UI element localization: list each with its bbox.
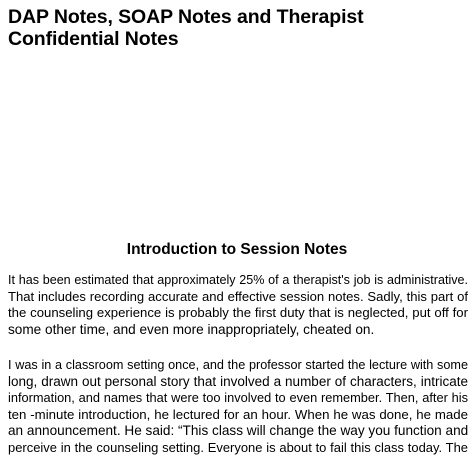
paragraph-line: I was in a classroom setting once, and the professor started the lecture with some: [8, 358, 468, 372]
paragraph-line: ten -minute introduction, he lectured for an hour. When he was done, he made: [8, 406, 468, 422]
paragraph-line: That includes recording accurate and effective session notes. Sadly, this part of: [8, 288, 468, 304]
paragraph-line: It has been estimated that approximately 25% of a therapist's job is administrative.: [8, 273, 468, 287]
paragraph-intro: [8, 272, 468, 338]
paragraph-line: information, and names that were too involved to even remember. Then, after his: [8, 390, 468, 406]
paragraph-line: some other time, and even more inappropriately, cheated on.: [8, 321, 375, 337]
paragraph-line: an announcement. He said: “This class will change the way you function and: [8, 423, 469, 439]
paragraph-line: long, drawn out personal story that involved a number of characters, intricate: [8, 373, 468, 389]
title-line: Confidential Notes: [8, 28, 179, 50]
paragraph-classroom-story: [8, 357, 468, 457]
paragraph-line: the counseling experience is probably the first duty that is neglected, put off for: [8, 305, 468, 321]
title-line: DAP Notes, SOAP Notes and Therapist: [8, 6, 364, 28]
document-title: [8, 6, 463, 50]
paragraph-line: perceive in the counseling setting. Everyone is about to fail this class today. The: [8, 439, 468, 455]
section-heading: Introduction to Session Notes: [126, 241, 348, 258]
